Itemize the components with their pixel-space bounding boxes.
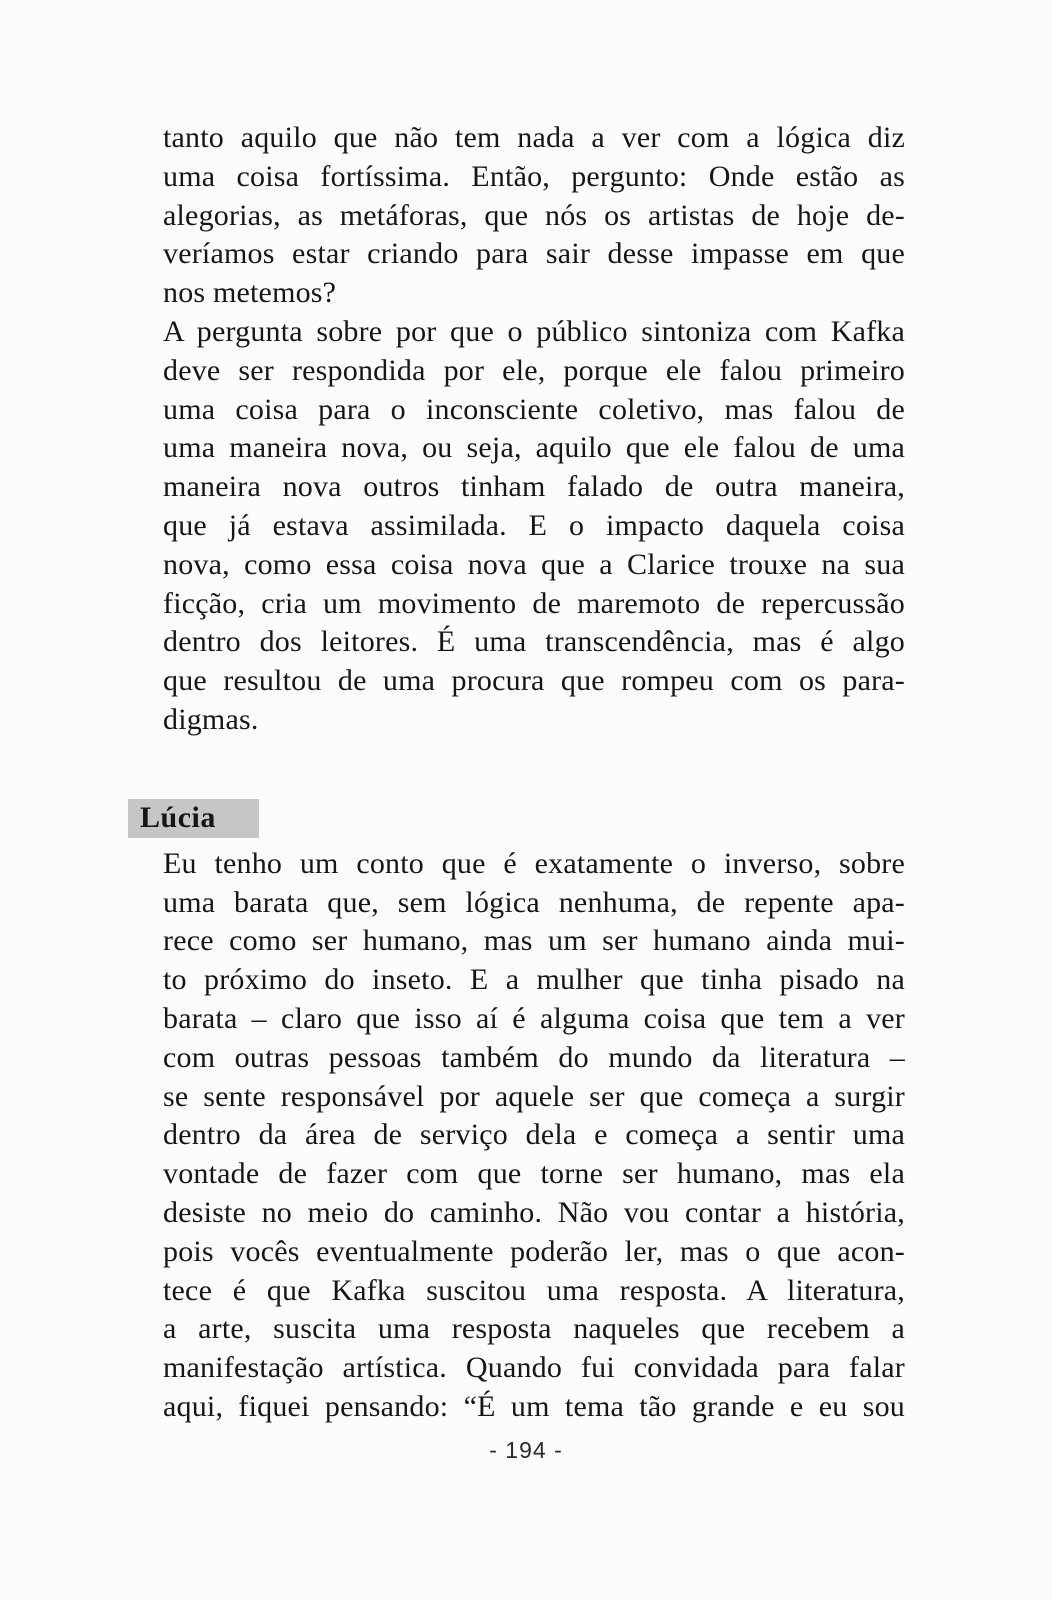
text-line: uma coisa fortíssima. Então, pergunto: Onde estão as	[163, 159, 905, 193]
text-line: uma maneira nova, ou seja, aquilo que ele falou de uma	[163, 431, 905, 465]
text-line: aqui, fiquei pensando: “É um tema tão grande e eu sou	[163, 1389, 905, 1423]
text-line: se sente responsável por aquele ser que começa a surgir	[163, 1079, 905, 1113]
text-line: maneira nova outros tinham falado de outra maneira,	[163, 470, 905, 504]
text-line: uma coisa para o inconsciente coletivo, mas falou de	[163, 392, 905, 426]
paragraph	[163, 845, 905, 1427]
text-line: tece é que Kafka suscitou uma resposta. A literatura,	[163, 1273, 905, 1307]
page-number: - 194 -	[489, 1437, 563, 1463]
text-line: que já estava assimilada. E o impacto daquela coisa	[163, 508, 905, 542]
text-line: com outras pessoas também do mundo da literatura –	[163, 1040, 905, 1074]
text-line: dentro da área de serviço dela e começa a sentir uma	[163, 1118, 905, 1152]
text-line: dentro dos leitores. É uma transcendência, mas é algo	[163, 625, 905, 659]
text-line: to próximo do inseto. E a mulher que tinha pisado na	[163, 963, 905, 997]
text-line: alegorias, as metáforas, que nós os artistas de hoje de-	[163, 198, 905, 232]
text-column	[140, 119, 905, 1427]
text-line: rece como ser humano, mas um ser humano ainda mui-	[163, 924, 905, 958]
text-line: nos metemos?	[163, 276, 337, 310]
text-line: tanto aquilo que não tem nada a ver com a lógica diz	[163, 121, 905, 154]
text-line: A pergunta sobre por que o público sintoniza com Kafka	[163, 314, 905, 348]
text-line: barata – claro que isso aí é alguma coisa que tem a ver	[163, 1001, 905, 1035]
text-line: Eu tenho um conto que é exatamente o inverso, sobre	[163, 846, 905, 880]
text-line: uma barata que, sem lógica nenhuma, de repente apa-	[163, 885, 905, 919]
text-line: deve ser respondida por ele, porque ele falou primeiro	[163, 353, 905, 387]
text-line: a arte, suscita uma resposta naqueles que recebem a	[163, 1312, 905, 1346]
text-line: veríamos estar criando para sair desse impasse em que	[163, 237, 905, 271]
text-line: desiste no meio do caminho. Não vou contar a história,	[163, 1195, 905, 1229]
paragraph	[163, 313, 905, 740]
speaker-heading: Lúcia	[128, 799, 259, 838]
text-line: ficção, cria um movimento de maremoto de repercussão	[163, 586, 905, 620]
paragraph	[163, 119, 905, 313]
text-line: manifestação artística. Quando fui convidada para falar	[163, 1351, 905, 1385]
text-line: que resultou de uma procura que rompeu com os para-	[163, 664, 905, 698]
text-line: vontade de fazer com que torne ser humano, mas ela	[163, 1157, 905, 1191]
text-line: pois vocês eventualmente poderão ler, mas o que acon-	[163, 1234, 905, 1268]
section-heading-row	[140, 799, 905, 838]
text-line: nova, como essa coisa nova que a Clarice trouxe na sua	[163, 547, 905, 581]
text-line: digmas.	[163, 702, 259, 736]
